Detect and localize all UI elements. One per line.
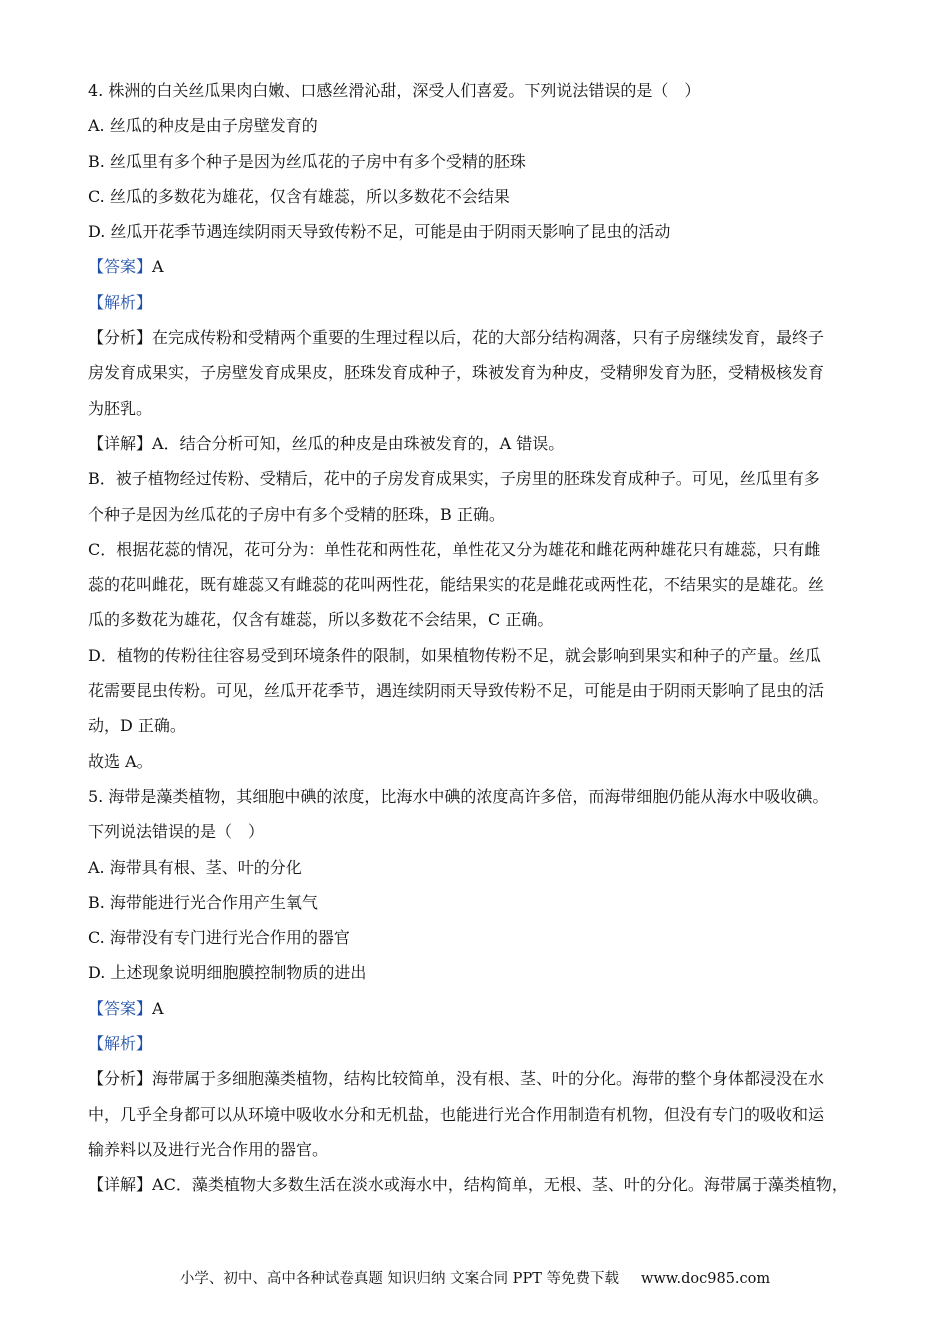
q4-detail-line (88, 426, 878, 461)
q4-detail-tag: 【详解】 (88, 433, 153, 453)
q4-option-a: A. 丝瓜的种皮是由子房壁发育的 (88, 116, 318, 136)
q4-detail-line: B．被子植物经过传粉、受精后，花中的子房发育成果实，子房里的胚珠发育成种子。可见，丝瓜里有多 (88, 469, 820, 489)
q4-analysis-text: 在完成传粉和受精两个重要的生理过程以后，花的大部分结构凋落，只有子房继续发育，最终子 (152, 328, 825, 348)
q4-analysis-tag: 【分析】 (88, 328, 153, 348)
q4-analysis-line (88, 320, 878, 355)
page-footer (0, 1267, 950, 1288)
q4-option-c: C. 丝瓜的多数花为雄花，仅含有雄蕊，所以多数花不会结果 (88, 186, 510, 206)
q5-option-d: D. 上述现象说明细胞膜控制物质的进出 (88, 963, 367, 983)
q5-detail-text: AC．藻类植物大多数生活在淡水或海水中，结构简单，无根、茎、叶的分化。海带属于藻类植物， (152, 1175, 848, 1195)
q4-answer (88, 249, 878, 284)
q4-analysis-line: 房发育成果实，子房壁发育成果皮，胚珠发育成种子，珠被发育为种皮，受精卵发育为胚，受精极核发育 (88, 363, 825, 383)
q4-conclusion: 故选 A。 (88, 751, 153, 771)
q5-stem: 5. 海带是藻类植物，其细胞中碘的浓度，比海水中碘的浓度高许多倍，而海带细胞仍能从海水中吸收碘。 (88, 786, 829, 806)
q4-detail-line: 蕊的花叫雌花，既有雄蕊又有雌蕊的花叫两性花，能结果实的花是雌花或两性花，不结果实的是雄花。丝 (88, 575, 825, 595)
q5-analysis-line (88, 1061, 878, 1096)
q5-detail-line (88, 1167, 878, 1202)
q5-jiexi (88, 1026, 878, 1061)
q4-detail-line: C．根据花蕊的情况，花可分为：单性花和两性花，单性花又分为雄花和雌花两种雄花只有雄蕊，只有雌 (88, 539, 821, 559)
q5-analysis-text: 海带属于多细胞藻类植物，结构比较简单，没有根、茎、叶的分化。海带的整个身体都浸没在水 (152, 1069, 825, 1089)
q5-stem: 下列说法错误的是（ ） (88, 822, 265, 842)
q5-option-a: A. 海带具有根、茎、叶的分化 (88, 857, 302, 877)
q5-analysis-tag: 【分析】 (88, 1069, 153, 1089)
q4-detail-line: 瓜的多数花为雄花，仅含有雄蕊，所以多数花不会结果，C 正确。 (88, 610, 554, 630)
q4-option-d: D. 丝瓜开花季节遇连续阴雨天导致传粉不足，可能是由于阴雨天影响了昆虫的活动 (88, 222, 671, 242)
q4-detail-line: 花需要昆虫传粉。可见，丝瓜开花季节，遇连续阴雨天导致传粉不足，可能是由于阴雨天影响了昆虫的活 (88, 681, 825, 701)
footer-url[interactable]: www.doc985.com (640, 1271, 771, 1287)
q5-analysis-line: 中，几乎全身都可以从环境中吸收水分和无机盐，也能进行光合作用制造有机物，但没有专门的吸收和运 (88, 1104, 825, 1124)
q4-detail-line: 动，D 正确。 (88, 716, 186, 736)
q4-detail-line: 个种子是因为丝瓜花的子房中有多个受精的胚珠，B 正确。 (88, 504, 505, 524)
q4-analysis-line: 为胚乳。 (88, 398, 153, 418)
q5-detail-tag: 【详解】 (88, 1175, 153, 1195)
q5-answer (88, 991, 878, 1026)
q4-detail-line: D．植物的传粉往往容易受到环境条件的限制，如果植物传粉不足，就会影响到果实和种子的产量。丝瓜 (88, 645, 821, 665)
q5-option-b: B. 海带能进行光合作用产生氧气 (88, 892, 318, 912)
footer-text: 小学、初中、高中各种试卷真题 知识归纳 文案合同 PPT 等免费下载 (179, 1271, 619, 1287)
q4-jiexi-tag: 【解析】 (88, 292, 153, 312)
q5-analysis-line: 输养料以及进行光合作用的器官。 (88, 1139, 329, 1159)
q5-answer-tag: 【答案】 (88, 998, 153, 1018)
q4-detail-text: A．结合分析可知，丝瓜的种皮是由珠被发育的，A 错误。 (152, 433, 565, 453)
document-content (88, 73, 878, 1203)
q4-answer-value: A (152, 257, 164, 277)
q4-answer-tag: 【答案】 (88, 257, 153, 277)
q4-option-b: B. 丝瓜里有多个种子是因为丝瓜花的子房中有多个受精的胚珠 (88, 151, 526, 171)
q5-answer-value: A (152, 998, 164, 1018)
q4-jiexi (88, 285, 878, 320)
q5-jiexi-tag: 【解析】 (88, 1034, 153, 1054)
q4-stem: 4. 株洲的白关丝瓜果肉白嫩、口感丝滑沁甜，深受人们喜爱。下列说法错误的是（ ） (88, 81, 701, 100)
q5-option-c: C. 海带没有专门进行光合作用的器官 (88, 928, 350, 948)
